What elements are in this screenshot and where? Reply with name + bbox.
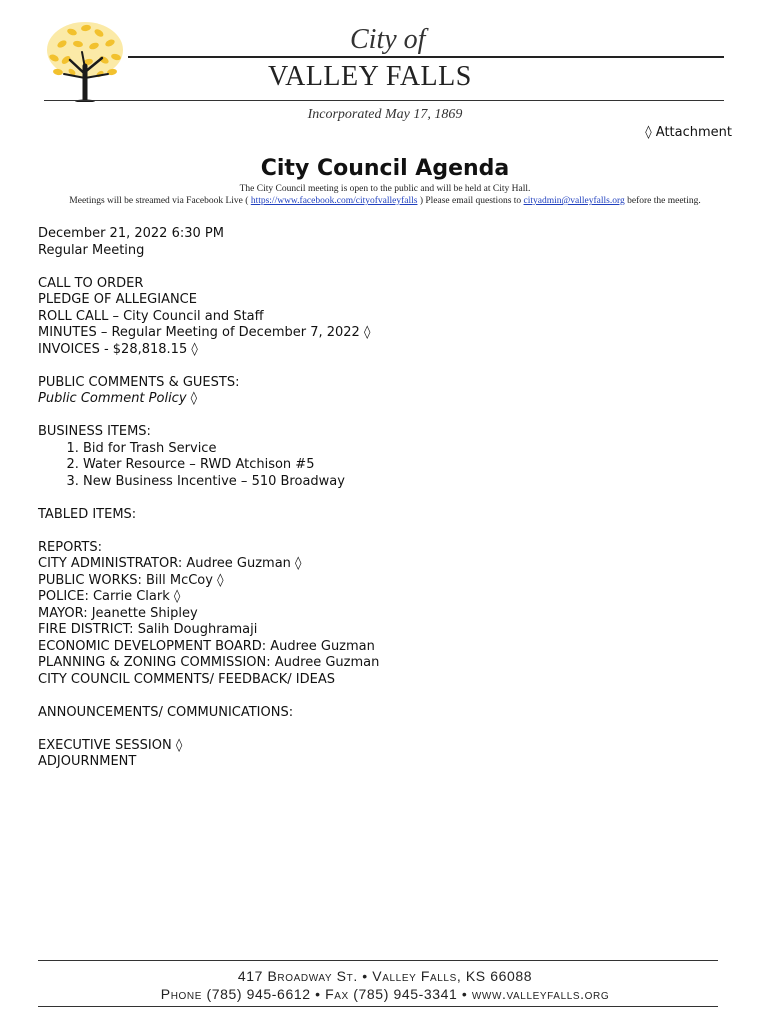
report-item: PUBLIC WORKS: Bill McCoy ◊ [38, 572, 224, 588]
agenda-item-executive-session: EXECUTIVE SESSION ◊ [38, 737, 183, 753]
report-item: MAYOR: Jeanette Shipley [38, 605, 198, 621]
header-rule-bottom [44, 100, 724, 101]
notice-prefix: Meetings will be streamed via Facebook Live ( [69, 196, 249, 206]
agenda-item-minutes: MINUTES – Regular Meeting of December 7, 2022 ◊ [38, 325, 371, 340]
tree-logo-icon [42, 16, 128, 102]
attachment-legend: ◊ Attachment [645, 125, 732, 140]
public-comment-policy: Public Comment Policy ◊ [38, 391, 198, 406]
public-comments-section [38, 375, 728, 408]
facebook-link[interactable]: https://www.facebook.com/cityofvalleyfalls [250, 196, 418, 206]
list-item: 1. Bid for Trash Service [83, 441, 728, 458]
agenda-item-adjournment: ADJOURNMENT [38, 754, 137, 769]
city-name: VALLEY FALLS [268, 61, 472, 92]
agenda-item-pledge: PLEDGE OF ALLEGIANCE [38, 292, 197, 307]
footer-rule-top [38, 960, 718, 961]
meeting-info [38, 226, 728, 259]
footer-address: 417 Broadway St. • Valley Falls, KS 66088 [237, 968, 533, 984]
list-item: 3. New Business Incentive – 510 Broadway [83, 474, 728, 491]
list-item: 2. Water Resource – RWD Atchison #5 [83, 457, 728, 474]
notice-mid: ) Please email questions to [419, 196, 522, 206]
announcements-heading: ANNOUNCEMENTS/ COMMUNICATIONS: [38, 704, 294, 720]
tabled-items-section [38, 507, 728, 524]
business-items-section [38, 424, 728, 490]
page-title: City Council Agenda [260, 156, 510, 181]
business-items-heading: BUSINESS ITEMS: [38, 424, 151, 439]
meeting-datetime: December 21, 2022 6:30 PM [38, 226, 224, 241]
report-item: CITY ADMINISTRATOR: Audree Guzman ◊ [38, 556, 302, 571]
reports-section [38, 540, 728, 689]
announcements-section [38, 705, 728, 722]
footer-contact: Phone (785) 945-6612 • Fax (785) 945-3341 • www.valleyfalls.org [160, 986, 610, 1002]
header-rule-top [128, 56, 724, 58]
closing-items [38, 738, 728, 771]
agenda-body [38, 226, 728, 787]
report-item: PLANNING & ZONING COMMISSION: Audree Guzman [38, 655, 380, 670]
agenda-item-call-to-order: CALL TO ORDER [38, 275, 144, 291]
report-item: POLICE: Carrie Clark ◊ [38, 589, 181, 604]
email-link[interactable]: cityadmin@valleyfalls.org [523, 196, 625, 206]
city-of-label: City of [350, 24, 426, 55]
report-item: CITY COUNCIL COMMENTS/ FEEDBACK/ IDEAS [38, 671, 335, 687]
notice-suffix: before the meeting. [627, 196, 701, 206]
agenda-item-roll-call: ROLL CALL – City Council and Staff [38, 308, 264, 324]
tabled-items-heading: TABLED ITEMS: [38, 506, 137, 522]
business-items-list [38, 441, 728, 491]
footer-rule-bottom [38, 1006, 718, 1007]
meeting-type: Regular Meeting [38, 242, 145, 258]
notice-line-1: The City Council meeting is open to the public and will be held at City Hall. [239, 184, 531, 194]
report-item: FIRE DISTRICT: Salih Doughramaji [38, 622, 258, 637]
opening-items [38, 276, 728, 359]
incorporated-date: Incorporated May 17, 1869 [307, 107, 463, 122]
notice-line-2 [0, 196, 770, 206]
reports-heading: REPORTS: [38, 539, 102, 555]
public-comments-heading: PUBLIC COMMENTS & GUESTS: [38, 374, 240, 390]
report-item: ECONOMIC DEVELOPMENT BOARD: Audree Guzman [38, 638, 375, 654]
agenda-item-invoices: INVOICES - $28,818.15 ◊ [38, 341, 198, 357]
